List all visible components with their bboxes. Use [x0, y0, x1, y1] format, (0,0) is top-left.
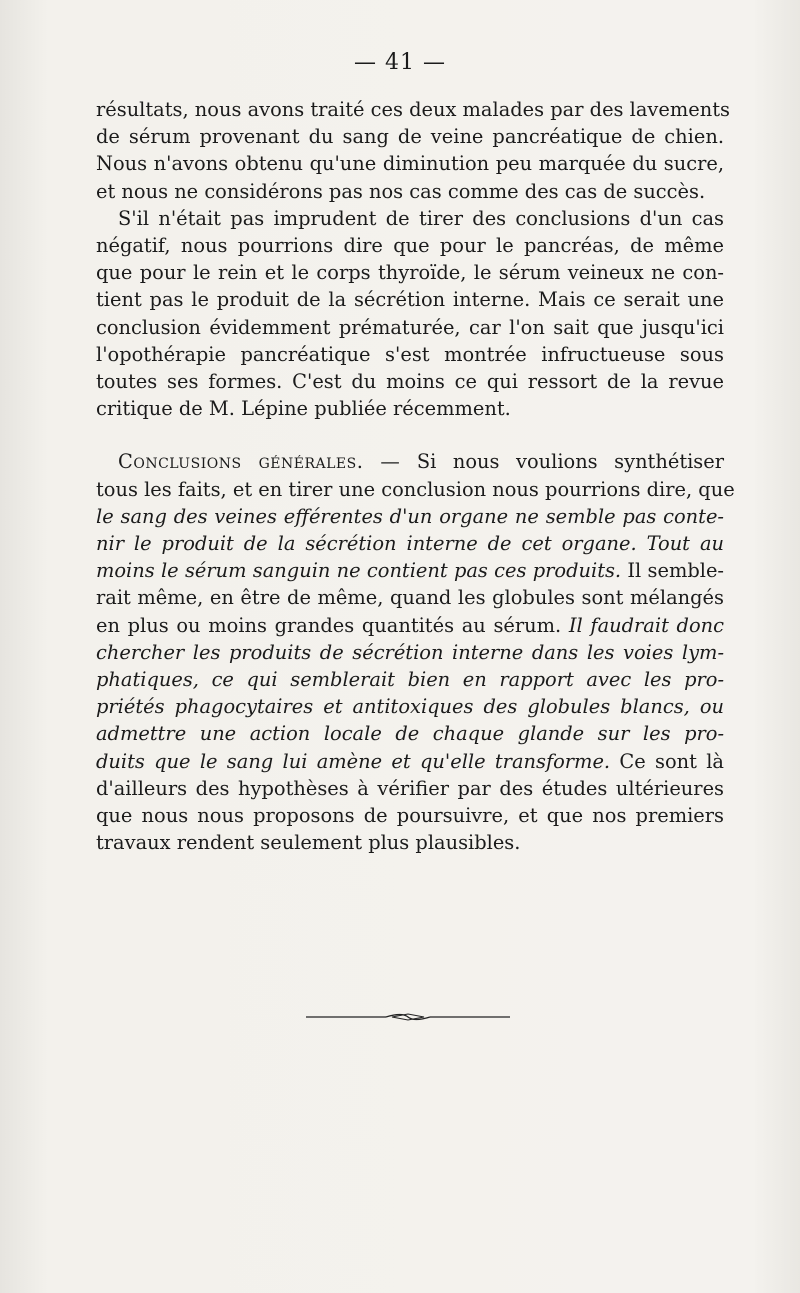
divider-ornament	[306, 1010, 510, 1024]
text-line: que nous nous proposons de poursuivre, et que nos premiers	[96, 804, 724, 828]
text-line: chercher les produits de sécrétion interne dans les voies lym-	[96, 640, 724, 664]
text-line: d'ailleurs des hypothèses à vérifier par des études ultérieures	[96, 776, 724, 800]
section-heading: Conclusions générales. —	[118, 450, 401, 474]
text-line	[96, 612, 724, 639]
text-line: et nous ne considérons pas nos cas comme des cas de succès.	[96, 179, 706, 203]
text-line: travaux rendent seulement plus plausibles.	[96, 831, 521, 855]
text-run: Il faudrait donc	[568, 613, 724, 637]
text-line: résultats, nous avons traité ces deux malades par des lavements	[96, 98, 730, 121]
text-run: Il semble-	[621, 559, 724, 583]
text-line: tous les faits, et en tirer une conclusion nous pourrions dire, que	[96, 477, 735, 501]
text-line: rait même, en être de même, quand les globules sont mélangés	[96, 586, 724, 610]
text-line: priétés phagocytaires et antitoxiques des globules blancs, ou	[96, 695, 724, 719]
text-line: toutes ses formes. C'est du moins ce qui ressort de la revue	[96, 370, 724, 394]
text-line: de sérum provenant du sang de veine pancréatique de chien.	[96, 125, 724, 149]
text-line: Nous n'avons obtenu qu'une diminution peu marquée du sucre,	[96, 152, 724, 176]
text-run: moins le sérum sanguin ne contient pas ces produits.	[96, 559, 622, 583]
text-run: Si nous voulions synthétiser	[400, 450, 725, 474]
page-number: — 41 —	[354, 50, 446, 75]
paragraph-gap	[96, 422, 724, 448]
text-line: nir le produit de la sécrétion interne de cet organe. Tout au	[96, 532, 724, 556]
text-line	[96, 557, 724, 584]
text-line: tient pas le produit de la sécrétion interne. Mais ce serait une	[96, 288, 724, 312]
paragraph-3	[96, 448, 735, 856]
text-line: que pour le rein et le corps thyroïde, le sérum veineux ne con-	[96, 261, 724, 285]
text-line: le sang des veines efférentes d'un organe ne semble pas conte-	[96, 504, 724, 528]
paragraph-2	[96, 205, 724, 423]
paragraph-1	[96, 96, 730, 205]
text-line: négatif, nous pourrions dire que pour le pancréas, de même	[96, 234, 724, 258]
text-line: S'il n'était pas imprudent de tirer des conclusions d'un cas	[118, 206, 724, 230]
body-text	[96, 96, 735, 856]
text-line	[96, 448, 724, 475]
text-line: phatiques, ce qui semblerait bien en rapport avec les pro-	[96, 668, 724, 692]
text-line: l'opothérapie pancréatique s'est montrée infructueuse sous	[96, 342, 724, 366]
text-line: admettre une action locale de chaque glande sur les pro-	[96, 722, 724, 746]
text-run: duits que le sang lui amène et qu'elle transforme.	[96, 749, 611, 773]
text-line	[96, 748, 724, 775]
text-line: critique de M. Lépine publiée récemment.	[96, 397, 511, 421]
text-line: conclusion évidemment prématurée, car l'on sait que jusqu'ici	[96, 315, 724, 339]
text-run: en plus ou moins grandes quantités au sérum.	[96, 613, 569, 637]
text-run: Ce sont là	[610, 749, 724, 773]
